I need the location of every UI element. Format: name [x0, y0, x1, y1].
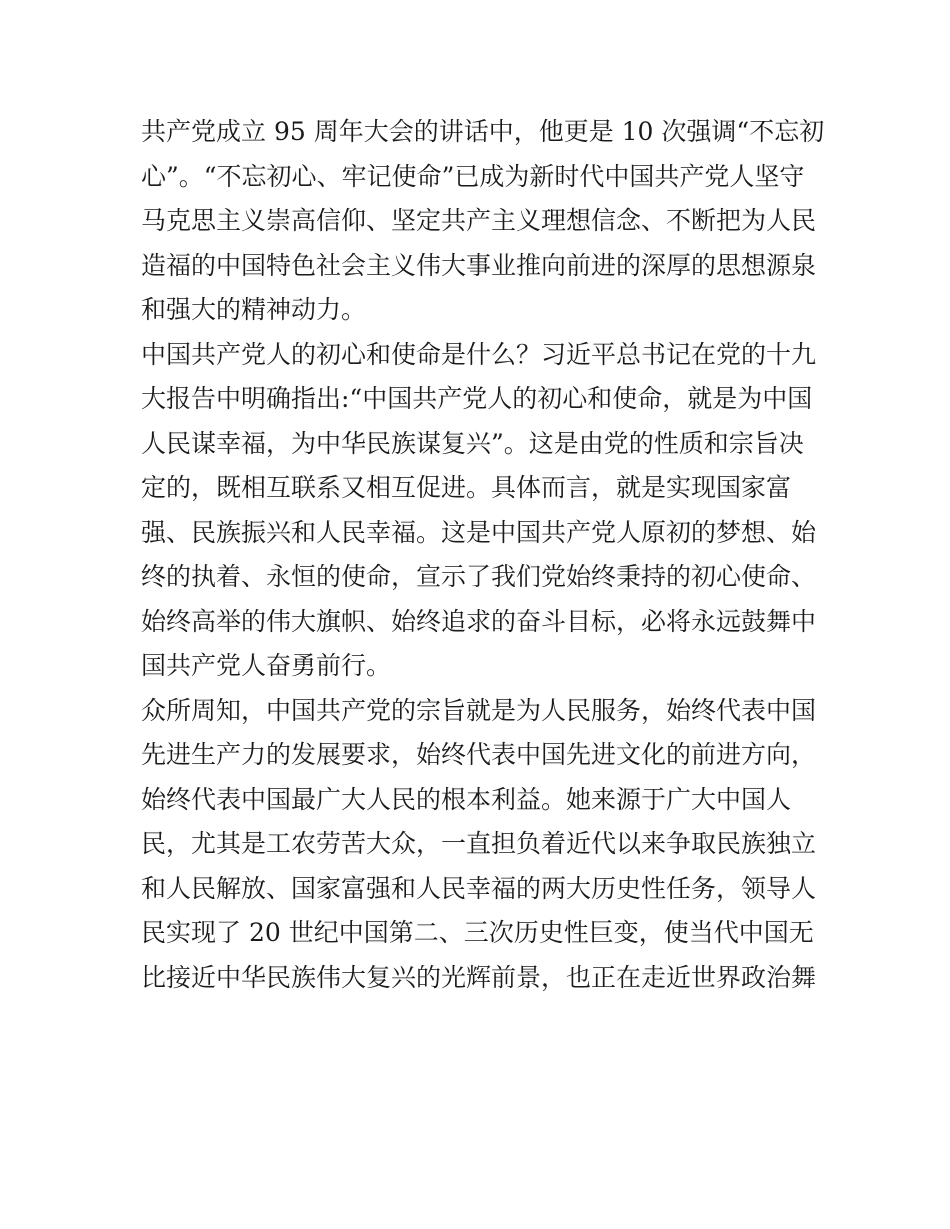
text-line: 先进生产力的发展要求，始终代表中国先进文化的前进方向，: [141, 740, 817, 769]
text-line: 和人民解放、国家富强和人民幸福的两大历史性任务，领导人: [141, 873, 817, 903]
text-line: 和强大的精神动力。: [141, 295, 367, 324]
text-line: 始终高举的伟大旗帜、始终追求的奋斗目标，必将永远鼓舞中: [141, 606, 817, 636]
text-line: 造福的中国特色社会主义伟大事业推向前进的深厚的思想源泉: [141, 250, 817, 280]
text-line: 国共产党人奋勇前行。: [141, 651, 392, 680]
text-line: 比接近中华民族伟大复兴的光辉前景，也正在走近世界政治舞: [141, 962, 817, 992]
text-line: 心”。“不忘初心、牢记使命”已成为新时代中国共产党人坚守: [141, 161, 805, 191]
text-line: 马克思主义崇高信仰、坚定共产主义理想信念、不断把为人民: [141, 206, 817, 235]
text-line: 始终代表中国最广大人民的根本利益。她来源于广大中国人: [141, 784, 792, 814]
text-line: 民实现了 20 世纪中国第二、三次历史性巨变，使当代中国无: [141, 918, 814, 947]
document-body: [141, 110, 825, 1000]
text-line: 终的执着、永恒的使命，宣示了我们党始终秉持的初心使命、: [141, 562, 817, 591]
text-line: 人民谋幸福，为中华民族谋复兴”。这是由党的性质和宗旨决: [141, 428, 804, 458]
text-line: 共产党成立 95 周年大会的讲话中，他更是 10 次强调“不忘初: [141, 117, 825, 146]
text-line: 众所周知，中国共产党的宗旨就是为人民服务，始终代表中国: [141, 695, 817, 725]
text-line: 大报告中明确指出:“中国共产党人的初心和使命，就是为中国: [141, 384, 813, 413]
text-line: 中国共产党人的初心和使命是什么？习近平总书记在党的十九: [141, 339, 817, 369]
text-line: 民，尤其是工农劳苦大众，一直担负着近代以来争取民族独立: [141, 829, 817, 858]
text-line: 定的，既相互联系又相互促进。具体而言，就是实现国家富: [141, 473, 792, 502]
text-line: 强、民族振兴和人民幸福。这是中国共产党人原初的梦想、始: [141, 517, 817, 547]
